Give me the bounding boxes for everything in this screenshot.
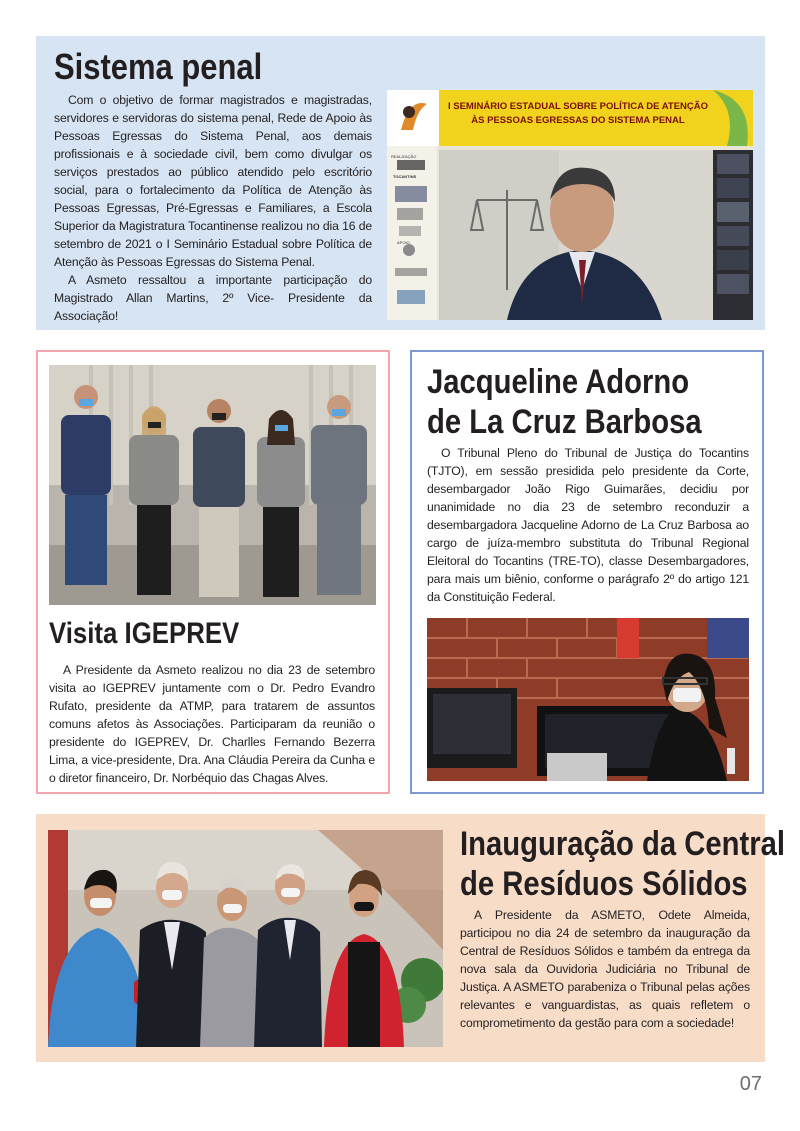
title-line-1: Inauguração da Central: [460, 825, 785, 863]
title-line-2: de La Cruz Barbosa: [427, 403, 702, 441]
article-text-sistema-penal: [54, 91, 372, 325]
title-line-2: de Resíduos Sólidos: [460, 865, 748, 903]
inauguration-photo-illustration: [48, 830, 443, 1047]
session-photo-illustration: [427, 618, 749, 781]
sidebar-label-realizacao: REALIZAÇÃO: [391, 154, 417, 159]
article-text-inauguracao: [460, 906, 750, 1032]
section-title-sistema-penal: Sistema penal: [54, 46, 263, 87]
group-photo-illustration: [49, 365, 376, 605]
title-line-1: Jacqueline Adorno: [427, 363, 690, 401]
paragraph: Com o objetivo de formar magistrados e magistradas, servidores e servidoras do sistema penal, Rede de Apoio às Pessoas Egressas do Sistema Penal, aos demais profissionais e à sociedade civil, bem como divulgar os serviços prestados ao público atendido pelo escritório social, para o fortalecimento da Política de Atenção às Pessoas Egressas, Pré-Egressas e Familiares, a Escola Superior da Magistratura Tocantinense realizou no dia 16 de setembro de 2021 o I Seminário Estadual sobre Política de Atenção às Pessoas Egressas do Sistema Penal.: [54, 93, 372, 269]
banner-line-1: I SEMINÁRIO ESTADUAL SOBRE POLÍTICA DE ATENÇÃO: [447, 101, 709, 112]
section-title-inauguracao: [460, 824, 785, 904]
paragraph: A Presidente da ASMETO, Odete Almeida, participou no dia 24 de setembro da inauguração da Central de Resíduos Sólidos e também da entrega da nova sala da Ouvidoria Judiciária no Tribunal de Justiça. A ASMETO parabeniza o Tribunal pelas ações relevantes e vanguardistas, as quais refletem o comprometimento da gestão para com a sociedade!: [460, 908, 750, 1030]
photo-jacqueline-session: [427, 618, 749, 781]
paragraph: O Tribunal Pleno do Tribunal de Justiça do Tocantins (TJTO), em sessão presidida pelo presidente da Corte, desembargador João Rigo Guimarães, decidiu por unanimidade no dia 23 de setembro reconduzir a desembargadora Jacqueline Adorno de La Cruz Barbosa ao cargo de juíza-membro substituta do Tribunal Regional Eleitoral do Tocantins (TRE-TO), classe Desembargadores, para mais um biênio, conforme o parágrafo 2º do artigo 121 da Constituição Federal.: [427, 446, 749, 604]
paragraph: A Asmeto ressaltou a importante participação do Magistrado Allan Martins, 2º Vice- Presidente da Associação!: [54, 273, 372, 323]
section-jacqueline: [410, 350, 764, 794]
sidebar-label-apoio: APOIO: [397, 240, 410, 245]
photo-inauguracao-group: [48, 830, 443, 1047]
photo-seminar-video-call: [387, 90, 753, 320]
sidebar-label-tocantins: TOCANTINS: [393, 174, 417, 179]
section-visita-igeprev: [36, 350, 390, 794]
section-title-visita-igeprev: Visita IGEPREV: [49, 617, 240, 650]
paragraph: A Presidente da Asmeto realizou no dia 23 de setembro visita ao IGEPREV juntamente com o Dr. Pedro Evandro Rufato, presidente da ATMP, para tratarem de assuntos comuns afetos às Associações. Participaram da reunião o presidente do IGEPREV, Dr. Charlles Fernando Bezerra Lima, a vice-presidente, Dra. Ana Cláudia Pereira da Cunha e o diretor financeiro, Dr. Norbéquio das Chagas Alves.: [49, 663, 375, 785]
section-title-jacqueline: [427, 362, 702, 442]
banner-line-2: ÀS PESSOAS EGRESSAS DO SISTEMA PENAL: [471, 115, 685, 126]
section-inauguracao: [36, 814, 785, 1062]
photo-igeprev-group: [49, 365, 376, 605]
article-text-visita-igeprev: [49, 661, 375, 787]
article-text-jacqueline: [427, 444, 749, 606]
section-sistema-penal: [36, 36, 765, 330]
page-number: 07: [739, 1073, 762, 1095]
seminar-banner-text: [443, 100, 713, 128]
